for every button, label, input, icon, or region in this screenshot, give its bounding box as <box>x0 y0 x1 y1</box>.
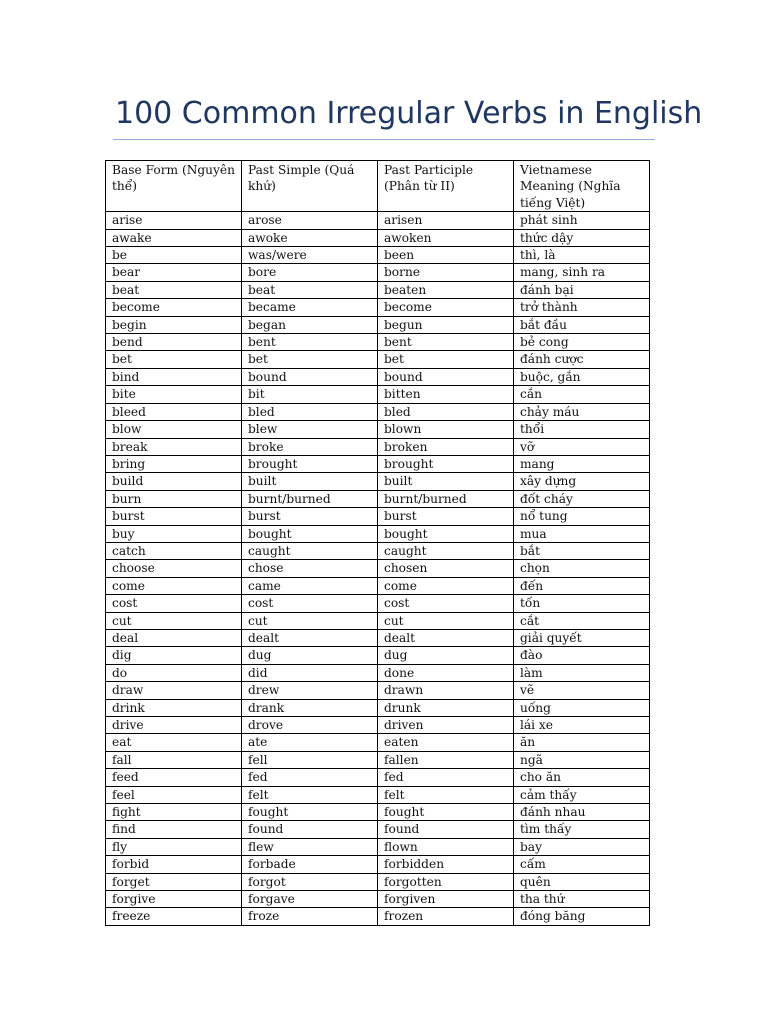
past-simple-cell: fought <box>242 804 378 821</box>
past-participle-cell: cut <box>378 612 514 629</box>
base-form-cell: bleed <box>106 403 242 420</box>
table-row <box>106 281 650 298</box>
meaning-cell: đốt cháy <box>514 490 650 507</box>
table-row <box>106 229 650 246</box>
title-underline <box>113 139 655 140</box>
past-simple-cell: bit <box>242 386 378 403</box>
past-simple-cell: became <box>242 299 378 316</box>
base-form-cell: feel <box>106 786 242 803</box>
past-simple-cell: bled <box>242 403 378 420</box>
meaning-cell: buộc, gắn <box>514 368 650 385</box>
past-participle-cell: burnt/burned <box>378 490 514 507</box>
base-form-cell: bend <box>106 334 242 351</box>
base-form-cell: fall <box>106 751 242 768</box>
meaning-cell: trở thành <box>514 299 650 316</box>
past-participle-cell: frozen <box>378 908 514 925</box>
table-row <box>106 769 650 786</box>
base-form-cell: be <box>106 247 242 264</box>
table-row <box>106 821 650 838</box>
past-simple-cell: felt <box>242 786 378 803</box>
base-form-cell: blow <box>106 421 242 438</box>
base-form-cell: catch <box>106 542 242 559</box>
base-form-cell: come <box>106 577 242 594</box>
table-row <box>106 525 650 542</box>
meaning-cell: mua <box>514 525 650 542</box>
meaning-cell: vỡ <box>514 438 650 455</box>
base-form-cell: bind <box>106 368 242 385</box>
past-simple-cell: did <box>242 664 378 681</box>
past-participle-cell: blown <box>378 421 514 438</box>
header-base-form: Base Form (Nguyên thể) <box>106 161 242 212</box>
meaning-cell: mang <box>514 455 650 472</box>
meaning-cell: cắn <box>514 386 650 403</box>
base-form-cell: fly <box>106 838 242 855</box>
table-row <box>106 386 650 403</box>
table-row <box>106 629 650 646</box>
past-participle-cell: caught <box>378 542 514 559</box>
table-header-row <box>106 161 650 212</box>
base-form-cell: bear <box>106 264 242 281</box>
past-simple-cell: was/were <box>242 247 378 264</box>
base-form-cell: beat <box>106 281 242 298</box>
table-row <box>106 804 650 821</box>
past-simple-cell: forbade <box>242 856 378 873</box>
past-participle-cell: bent <box>378 334 514 351</box>
past-participle-cell: become <box>378 299 514 316</box>
past-simple-cell: drew <box>242 682 378 699</box>
past-simple-cell: bound <box>242 368 378 385</box>
table-row <box>106 717 650 734</box>
table-row <box>106 838 650 855</box>
meaning-cell: uống <box>514 699 650 716</box>
table-header <box>106 161 650 212</box>
table-row <box>106 595 650 612</box>
base-form-cell: awake <box>106 229 242 246</box>
meaning-cell: xây dựng <box>514 473 650 490</box>
past-participle-cell: dug <box>378 647 514 664</box>
past-participle-cell: chosen <box>378 560 514 577</box>
past-participle-cell: arisen <box>378 212 514 229</box>
past-participle-cell: beaten <box>378 281 514 298</box>
past-participle-cell: borne <box>378 264 514 281</box>
table-row <box>106 316 650 333</box>
past-participle-cell: dealt <box>378 629 514 646</box>
base-form-cell: burn <box>106 490 242 507</box>
past-participle-cell: forgotten <box>378 873 514 890</box>
table-row <box>106 856 650 873</box>
past-simple-cell: caught <box>242 542 378 559</box>
past-simple-cell: began <box>242 316 378 333</box>
meaning-cell: lái xe <box>514 717 650 734</box>
table-row <box>106 421 650 438</box>
meaning-cell: cấm <box>514 856 650 873</box>
table-row <box>106 612 650 629</box>
past-participle-cell: felt <box>378 786 514 803</box>
meaning-cell: ăn <box>514 734 650 751</box>
meaning-cell: đóng băng <box>514 908 650 925</box>
base-form-cell: begin <box>106 316 242 333</box>
base-form-cell: fight <box>106 804 242 821</box>
base-form-cell: draw <box>106 682 242 699</box>
table-row <box>106 351 650 368</box>
past-simple-cell: burst <box>242 508 378 525</box>
base-form-cell: arise <box>106 212 242 229</box>
base-form-cell: bring <box>106 455 242 472</box>
past-simple-cell: drove <box>242 717 378 734</box>
past-participle-cell: eaten <box>378 734 514 751</box>
past-simple-cell: fell <box>242 751 378 768</box>
base-form-cell: freeze <box>106 908 242 925</box>
base-form-cell: choose <box>106 560 242 577</box>
table-row <box>106 664 650 681</box>
past-simple-cell: bent <box>242 334 378 351</box>
past-participle-cell: burst <box>378 508 514 525</box>
base-form-cell: bet <box>106 351 242 368</box>
table-row <box>106 247 650 264</box>
meaning-cell: bắt đầu <box>514 316 650 333</box>
meaning-cell: đánh cược <box>514 351 650 368</box>
past-participle-cell: forgiven <box>378 891 514 908</box>
base-form-cell: drive <box>106 717 242 734</box>
past-simple-cell: bore <box>242 264 378 281</box>
base-form-cell: burst <box>106 508 242 525</box>
base-form-cell: bite <box>106 386 242 403</box>
past-simple-cell: found <box>242 821 378 838</box>
past-participle-cell: fought <box>378 804 514 821</box>
past-simple-cell: froze <box>242 908 378 925</box>
past-simple-cell: blew <box>242 421 378 438</box>
base-form-cell: forget <box>106 873 242 890</box>
past-simple-cell: cut <box>242 612 378 629</box>
meaning-cell: thổi <box>514 421 650 438</box>
past-participle-cell: forbidden <box>378 856 514 873</box>
past-participle-cell: done <box>378 664 514 681</box>
past-participle-cell: bought <box>378 525 514 542</box>
base-form-cell: drink <box>106 699 242 716</box>
table-row <box>106 786 650 803</box>
table-row <box>106 542 650 559</box>
past-participle-cell: drawn <box>378 682 514 699</box>
document-title: 100 Common Irregular Verbs in English <box>115 96 703 131</box>
past-simple-cell: came <box>242 577 378 594</box>
past-participle-cell: bound <box>378 368 514 385</box>
meaning-cell: đào <box>514 647 650 664</box>
meaning-cell: vẽ <box>514 682 650 699</box>
meaning-cell: tìm thấy <box>514 821 650 838</box>
past-simple-cell: built <box>242 473 378 490</box>
past-participle-cell: bet <box>378 351 514 368</box>
meaning-cell: bẻ cong <box>514 334 650 351</box>
table-row <box>106 508 650 525</box>
table-row <box>106 299 650 316</box>
meaning-cell: phát sinh <box>514 212 650 229</box>
past-simple-cell: drank <box>242 699 378 716</box>
past-participle-cell: awoken <box>378 229 514 246</box>
past-simple-cell: bet <box>242 351 378 368</box>
meaning-cell: quên <box>514 873 650 890</box>
base-form-cell: buy <box>106 525 242 542</box>
table-row <box>106 490 650 507</box>
base-form-cell: forbid <box>106 856 242 873</box>
past-participle-cell: fed <box>378 769 514 786</box>
past-participle-cell: flown <box>378 838 514 855</box>
header-vietnamese-meaning: Vietnamese Meaning (Nghĩa tiếng Việt) <box>514 161 650 212</box>
table-row <box>106 751 650 768</box>
table-row <box>106 455 650 472</box>
meaning-cell: bay <box>514 838 650 855</box>
past-participle-cell: cost <box>378 595 514 612</box>
meaning-cell: thức dậy <box>514 229 650 246</box>
meaning-cell: tha thứ <box>514 891 650 908</box>
past-simple-cell: awoke <box>242 229 378 246</box>
table-row <box>106 908 650 925</box>
past-simple-cell: forgot <box>242 873 378 890</box>
base-form-cell: become <box>106 299 242 316</box>
past-simple-cell: bought <box>242 525 378 542</box>
past-participle-cell: brought <box>378 455 514 472</box>
header-past-participle: Past Participle (Phân từ II) <box>378 161 514 212</box>
table-row <box>106 560 650 577</box>
past-participle-cell: begun <box>378 316 514 333</box>
meaning-cell: đánh nhau <box>514 804 650 821</box>
past-simple-cell: ate <box>242 734 378 751</box>
table-row <box>106 734 650 751</box>
meaning-cell: đánh bại <box>514 281 650 298</box>
meaning-cell: chọn <box>514 560 650 577</box>
meaning-cell: nổ tung <box>514 508 650 525</box>
past-participle-cell: bitten <box>378 386 514 403</box>
past-simple-cell: brought <box>242 455 378 472</box>
table-row <box>106 334 650 351</box>
base-form-cell: break <box>106 438 242 455</box>
base-form-cell: feed <box>106 769 242 786</box>
table-row <box>106 403 650 420</box>
base-form-cell: deal <box>106 629 242 646</box>
meaning-cell: thì, là <box>514 247 650 264</box>
past-simple-cell: cost <box>242 595 378 612</box>
base-form-cell: dig <box>106 647 242 664</box>
table-row <box>106 368 650 385</box>
past-simple-cell: flew <box>242 838 378 855</box>
header-past-simple: Past Simple (Quá khứ) <box>242 161 378 212</box>
table-row <box>106 873 650 890</box>
meaning-cell: ngã <box>514 751 650 768</box>
past-participle-cell: broken <box>378 438 514 455</box>
past-participle-cell: found <box>378 821 514 838</box>
base-form-cell: build <box>106 473 242 490</box>
past-simple-cell: beat <box>242 281 378 298</box>
base-form-cell: forgive <box>106 891 242 908</box>
past-simple-cell: dealt <box>242 629 378 646</box>
base-form-cell: do <box>106 664 242 681</box>
base-form-cell: eat <box>106 734 242 751</box>
table-row <box>106 647 650 664</box>
past-participle-cell: bled <box>378 403 514 420</box>
past-participle-cell: drunk <box>378 699 514 716</box>
base-form-cell: cut <box>106 612 242 629</box>
past-simple-cell: broke <box>242 438 378 455</box>
meaning-cell: giải quyết <box>514 629 650 646</box>
past-simple-cell: burnt/burned <box>242 490 378 507</box>
table-row <box>106 891 650 908</box>
past-simple-cell: forgave <box>242 891 378 908</box>
table-row <box>106 682 650 699</box>
table-body <box>106 212 650 926</box>
past-participle-cell: driven <box>378 717 514 734</box>
meaning-cell: chảy máu <box>514 403 650 420</box>
table-row <box>106 577 650 594</box>
table-row <box>106 212 650 229</box>
meaning-cell: cắt <box>514 612 650 629</box>
past-participle-cell: fallen <box>378 751 514 768</box>
table-row <box>106 699 650 716</box>
table-row <box>106 473 650 490</box>
past-participle-cell: come <box>378 577 514 594</box>
past-participle-cell: been <box>378 247 514 264</box>
past-simple-cell: chose <box>242 560 378 577</box>
base-form-cell: cost <box>106 595 242 612</box>
past-simple-cell: dug <box>242 647 378 664</box>
past-simple-cell: fed <box>242 769 378 786</box>
past-simple-cell: arose <box>242 212 378 229</box>
table-row <box>106 264 650 281</box>
meaning-cell: tốn <box>514 595 650 612</box>
base-form-cell: find <box>106 821 242 838</box>
meaning-cell: cho ăn <box>514 769 650 786</box>
meaning-cell: đến <box>514 577 650 594</box>
meaning-cell: mang, sinh ra <box>514 264 650 281</box>
table-row <box>106 438 650 455</box>
meaning-cell: cảm thấy <box>514 786 650 803</box>
past-participle-cell: built <box>378 473 514 490</box>
irregular-verbs-table <box>105 160 650 926</box>
meaning-cell: làm <box>514 664 650 681</box>
meaning-cell: bắt <box>514 542 650 559</box>
